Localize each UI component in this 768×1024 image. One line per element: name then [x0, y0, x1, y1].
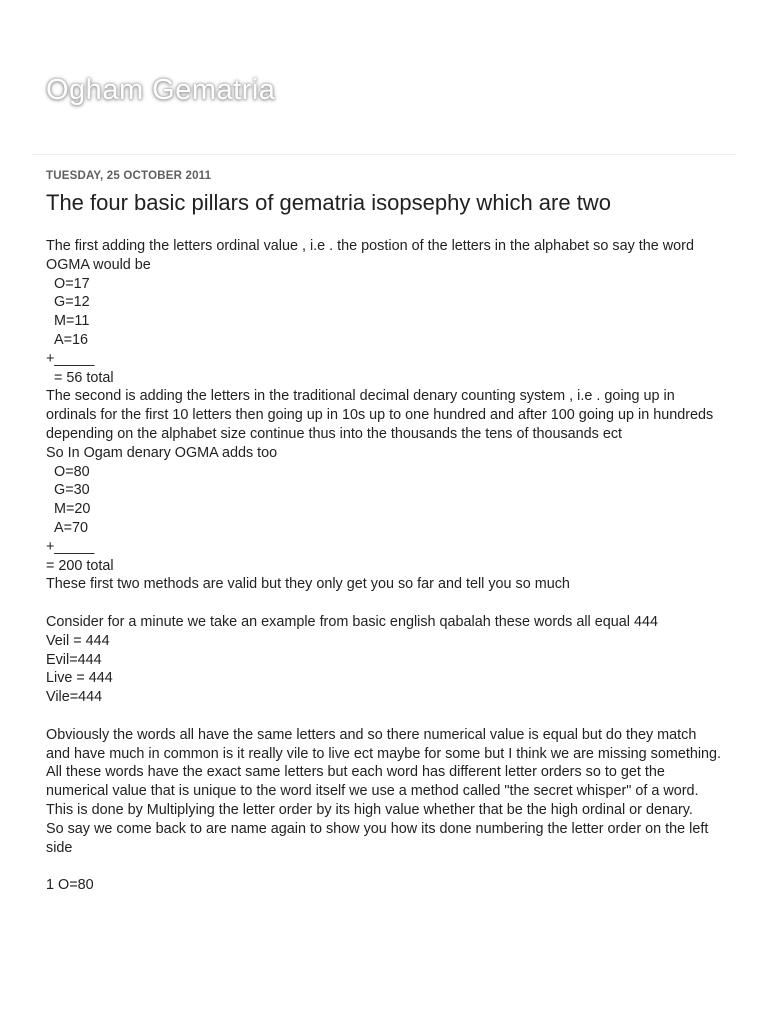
post-body-line: So In Ogam denary OGMA adds too — [46, 444, 278, 461]
post-body-line: G=30 — [46, 482, 90, 499]
post-body-line — [46, 707, 722, 726]
post-body-line: = 200 total — [46, 557, 114, 574]
post-body-line: Live = 444 — [46, 670, 113, 687]
post-body-line: O=80 — [46, 463, 90, 480]
post-body-line: The first adding the letters ordinal value , i.e . the postion of the letters in the alphabet so say the word OGMA would be — [46, 238, 698, 273]
header-divider — [32, 154, 736, 155]
post-body-line: +_____ — [46, 350, 95, 367]
post-body-line: = 56 total — [46, 369, 114, 386]
post-body-line — [46, 857, 722, 876]
blog-title-link[interactable]: Ogham Gematria — [46, 74, 276, 106]
post-body-line: 1 O=80 — [46, 877, 94, 894]
post-body-line: So say we come back to are name again to show you how its done numbering the letter order on the left side — [46, 820, 713, 856]
post-body-line: A=70 — [46, 519, 89, 536]
post-body-line: These first two methods are valid but they only get you so far and tell you so much — [46, 576, 570, 593]
post-title: The four basic pillars of gematria isopsephy which are two — [46, 190, 611, 215]
post-body-line: M=11 — [46, 313, 90, 330]
post-body-line: Vile=444 — [46, 689, 103, 706]
post-body-line: G=12 — [46, 294, 90, 311]
post-body-line: Obviously the words all have the same letters and so there numerical value is equal but do they match and have much in common is it really vile to live ect maybe for some but I think we are missing something. — [46, 726, 722, 762]
post-body-line: +_____ — [46, 538, 95, 555]
post-body-line: Evil=444 — [46, 651, 102, 668]
post-body-line: The second is adding the letters in the traditional decimal denary counting system , i.e . going up in ordinals for the first 10 letters then going up in 10s up to one hundred and after 100 going up in hundreds depending on the alphabet size continue thus into the thousands the tens of thousands ect — [46, 388, 718, 442]
post-body — [46, 237, 722, 895]
post-body-line: All these words have the exact same letters but each word has different letter orders so to get the numerical value that is unique to the word itself we use a method called "the secret whisper" of a word. — [46, 764, 699, 800]
post-date: TUESDAY, 25 OCTOBER 2011 — [46, 170, 212, 182]
post-body-line: Consider for a minute we take an example from basic english qabalah these words all equal 444 — [46, 613, 658, 630]
post-body-line: A=16 — [46, 331, 89, 348]
post-body-line: This is done by Multiplying the letter order by its high value whether that be the high ordinal or denary. — [46, 801, 693, 818]
post-body-line — [46, 594, 722, 613]
blog-header — [0, 0, 768, 140]
post-body-line: Veil = 444 — [46, 632, 110, 649]
post-body-line: M=20 — [46, 501, 91, 518]
post-body-line: O=17 — [46, 275, 90, 292]
